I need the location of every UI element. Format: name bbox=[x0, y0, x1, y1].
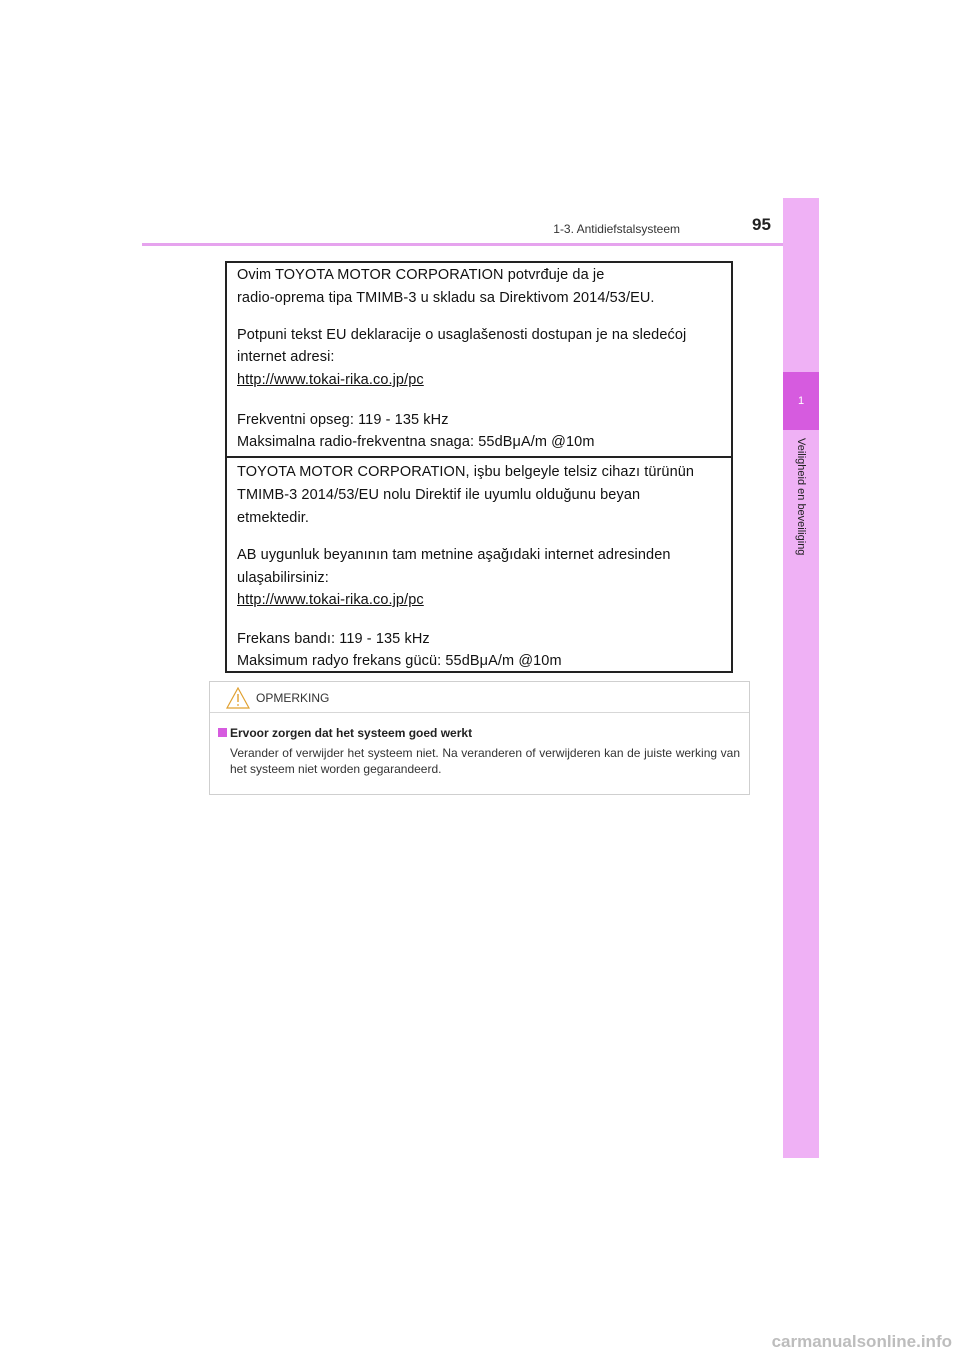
declaration-line: Maksimalna radio-frekventna snaga: 55dBμA/m @10m bbox=[237, 434, 595, 450]
declaration-serbian bbox=[227, 263, 731, 458]
declaration-line: Frekans bandı: 119 - 135 kHz bbox=[237, 631, 430, 647]
declaration-line: Frekventni opseg: 119 - 135 kHz bbox=[237, 412, 449, 428]
notice-body: Verander of verwijder het systeem niet. Na veranderen of verwijderen kan de juiste werking van het systeem niet worden gegarandeerd. bbox=[230, 746, 740, 776]
declaration-line: Maksimum radyo frekans gücü: 55dBμA/m @10m bbox=[237, 653, 562, 669]
header-rule bbox=[142, 243, 819, 246]
bullet-square-icon bbox=[218, 728, 227, 737]
declaration-line: etmektedir. bbox=[237, 510, 310, 526]
declaration-line: radio-oprema tipa TMIMB-3 u skladu sa Direktivom 2014/53/EU. bbox=[237, 290, 655, 306]
section-title: 1-3. Antidiefstalsysteem bbox=[553, 222, 680, 236]
declaration-link[interactable]: http://www.tokai-rika.co.jp/pc bbox=[237, 372, 424, 388]
declaration-line: ulaşabilirsiniz: bbox=[237, 570, 329, 586]
side-tab bbox=[783, 198, 819, 1158]
declaration-line: TOYOTA MOTOR CORPORATION, işbu belgeyle telsiz cihazı türünün bbox=[237, 464, 695, 480]
warning-triangle-icon bbox=[226, 687, 250, 709]
notice-heading: Ervoor zorgen dat het systeem goed werkt bbox=[230, 726, 473, 740]
chapter-number: 1 bbox=[783, 372, 819, 430]
declaration-box bbox=[225, 261, 733, 673]
declaration-line: Potpuni tekst EU deklaracije o usaglašenosti dostupan je na sledećoj bbox=[237, 327, 687, 343]
notice-box bbox=[209, 681, 750, 795]
declaration-line: internet adresi: bbox=[237, 349, 335, 365]
notice-header bbox=[210, 682, 749, 713]
declaration-line: Ovim TOYOTA MOTOR CORPORATION potvrđuje da je bbox=[237, 267, 605, 283]
watermark: carmanualsonline.info bbox=[771, 1332, 952, 1351]
side-tab-label: Veiligheid en beveiliging bbox=[795, 438, 807, 556]
declaration-line: AB uygunluk beyanının tam metnine aşağıdaki internet adresinden bbox=[237, 547, 671, 563]
page-number: 95 bbox=[752, 215, 771, 234]
declaration-line: TMIMB-3 2014/53/EU nolu Direktif ile uyumlu olduğunu beyan bbox=[237, 487, 641, 503]
declaration-turkish bbox=[227, 458, 731, 671]
declaration-link[interactable]: http://www.tokai-rika.co.jp/pc bbox=[237, 592, 424, 608]
notice-title: OPMERKING bbox=[256, 691, 330, 705]
